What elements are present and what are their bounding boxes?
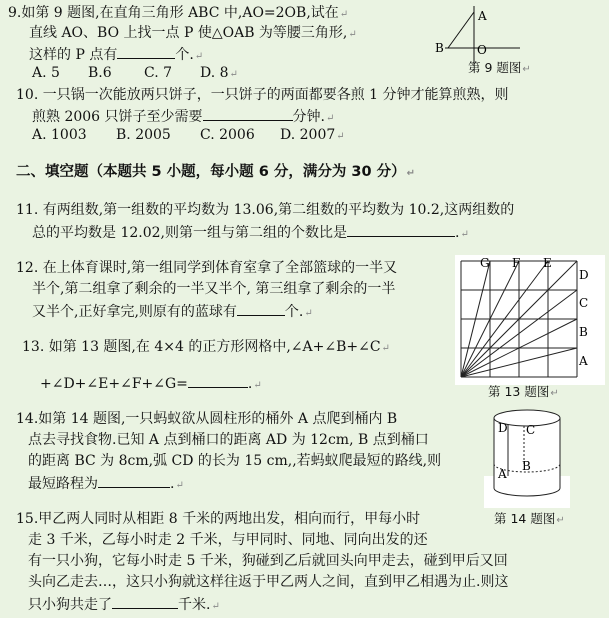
return-mark: ↵ bbox=[175, 480, 184, 491]
q9-label-a: A bbox=[478, 9, 487, 23]
q14-line2-text: 点去寻找食物.已知 A 点到桶口的距离 AD 为 12cm, B 点到桶口 bbox=[28, 432, 429, 448]
q9-line3 bbox=[29, 44, 203, 66]
q10-line2-after: 分钟. bbox=[292, 109, 325, 125]
return-mark: ↵ bbox=[194, 51, 204, 62]
q9-line3-before: 这样的 P 点有 bbox=[29, 47, 118, 63]
q12-line3-before: 又半个,正好拿完,则原有的蓝球有 bbox=[32, 304, 237, 320]
return-mark: ↵ bbox=[460, 229, 469, 240]
q9-answer-blank[interactable] bbox=[117, 44, 175, 59]
q12-line2 bbox=[32, 280, 395, 299]
q15-line2 bbox=[28, 531, 428, 550]
q13-figure bbox=[455, 255, 605, 385]
q11-line2-before: 总的平均数是 12.02,则第一组与第二组的个数比是 bbox=[32, 225, 347, 241]
q11-line1-text: 11. 有两组数,第一组数的平均数为 13.06,第二组数的平均数为 10.2,这两组数的 bbox=[16, 202, 515, 218]
q13-label-e: E bbox=[543, 256, 552, 270]
q13-line2 bbox=[40, 373, 262, 395]
q14-line4 bbox=[28, 473, 184, 495]
return-mark: ↵ bbox=[550, 388, 559, 399]
section2-title-text: 二、填空题（本题共 5 小题，每小题 6 分，满分为 30 分） bbox=[16, 164, 406, 180]
q14-line3-text: 的距离 BC 为 8cm,弧 CD 的长为 15 cm,,若蚂蚁爬最短的路线,则 bbox=[28, 453, 442, 469]
q9-line2-text: 直线 AO、BO 上找一点 P 使△OAB 为等腰三角形, bbox=[29, 25, 348, 41]
q11-answer-blank[interactable] bbox=[347, 222, 455, 237]
q14-line2 bbox=[28, 431, 429, 450]
q9-line-ab bbox=[448, 12, 474, 48]
return-mark: ↵ bbox=[253, 380, 262, 391]
q11-line1 bbox=[16, 201, 514, 220]
q9-line1 bbox=[8, 4, 348, 24]
q13-line1 bbox=[22, 338, 390, 358]
q13-label-c: C bbox=[579, 296, 589, 310]
q14-label-c: C bbox=[526, 423, 536, 437]
q9-figure-caption bbox=[468, 58, 531, 76]
q14-label-d: D bbox=[498, 421, 508, 435]
q12-line2-text: 半个,第二组拿了剩余的一半又半个, 第三组拿了剩余的一半 bbox=[32, 281, 396, 297]
q11-line2 bbox=[32, 222, 469, 244]
q10-answer-blank[interactable] bbox=[203, 106, 293, 121]
return-mark: ↵ bbox=[556, 515, 565, 526]
q9-caption-text: 第 9 题图 bbox=[468, 60, 522, 75]
q9-label-o: O bbox=[477, 43, 487, 57]
q13-label-a: A bbox=[579, 354, 588, 368]
q15-line4-text: 头向乙走去…，这只小狗就这样往返于甲乙两人之间，直到甲乙相遇为止.则这 bbox=[28, 574, 509, 590]
q15-line2-text: 走 3 千米，乙每小时走 2 千米，与甲同时、同地、同向出发的还 bbox=[28, 532, 428, 548]
q10-option-b[interactable]: B. 2005 bbox=[116, 127, 171, 143]
q9-options bbox=[32, 64, 238, 84]
q15-line5 bbox=[28, 594, 220, 616]
q14-line3 bbox=[28, 452, 441, 471]
return-mark: ↵ bbox=[522, 64, 531, 75]
q13-line1-text: 13. 如第 13 题图,在 4×4 的正方形网格中,∠A+∠B+∠C bbox=[22, 339, 381, 355]
q14-line1 bbox=[16, 410, 397, 429]
return-mark: ↵ bbox=[211, 601, 220, 612]
q14-label-a: A bbox=[498, 467, 507, 481]
q9-option-a[interactable]: A. 5 bbox=[32, 65, 60, 81]
q10-option-c[interactable]: C. 2006 bbox=[200, 127, 255, 143]
section2-title bbox=[16, 163, 415, 183]
q13-figure-caption bbox=[488, 382, 559, 400]
q9-line1-text: 9.如第 9 题图,在直角三角形 ABC 中,AO=2OB,试在 bbox=[8, 5, 339, 21]
q15-answer-blank[interactable] bbox=[112, 594, 178, 609]
q13-answer-blank[interactable] bbox=[188, 373, 248, 388]
q15-line5-before: 只小狗共走了 bbox=[28, 597, 112, 613]
return-mark: ↵ bbox=[406, 168, 416, 179]
q15-line1-text: 15.甲乙两人同时从相距 8 千米的两地出发，相向而行，甲每小时 bbox=[16, 511, 421, 527]
q15-line1 bbox=[16, 510, 420, 529]
q13-label-f: F bbox=[512, 256, 521, 270]
q13-line2-before: +∠D+∠E+∠F+∠G= bbox=[40, 376, 188, 392]
q13-label-d: D bbox=[579, 268, 589, 282]
q14-answer-blank[interactable] bbox=[98, 473, 170, 488]
q10-options bbox=[32, 126, 345, 146]
q14-figure-caption bbox=[494, 509, 565, 527]
q13-caption-text: 第 13 题图 bbox=[488, 384, 550, 399]
q9-line2 bbox=[29, 24, 357, 44]
q9-option-b[interactable]: B.6 bbox=[88, 65, 112, 81]
return-mark: ↵ bbox=[348, 29, 357, 40]
q14-caption-text: 第 14 题图 bbox=[494, 511, 556, 526]
q13-label-b: B bbox=[579, 325, 588, 339]
q9-option-d[interactable]: D. 8 bbox=[200, 65, 229, 81]
q15-line4 bbox=[28, 573, 508, 592]
q12-answer-blank[interactable] bbox=[237, 301, 285, 316]
q12-line1-text: 12. 在上体育课时,第一组同学到体育室拿了全部篮球的一半又 bbox=[16, 260, 398, 276]
q12-line1 bbox=[16, 259, 397, 278]
q10-line2 bbox=[32, 106, 334, 128]
q11-line2-after: . bbox=[454, 225, 460, 241]
q10-line2-before: 煎熟 2006 只饼子至少需要 bbox=[32, 109, 203, 125]
return-mark: ↵ bbox=[304, 308, 313, 319]
return-mark: ↵ bbox=[336, 131, 345, 142]
q10-option-a[interactable]: A. 1003 bbox=[32, 127, 87, 143]
q14-label-b: B bbox=[522, 459, 531, 473]
q9-line3-after: 个. bbox=[175, 47, 194, 63]
q12-line3 bbox=[32, 301, 313, 323]
q14-figure bbox=[484, 402, 570, 508]
q15-line5-after: 千米. bbox=[178, 597, 211, 613]
q14-line4-after: . bbox=[170, 476, 175, 492]
q13-line2-after: . bbox=[247, 376, 253, 392]
q14-line4-before: 最短路程为 bbox=[28, 476, 98, 492]
q12-line3-after: 个. bbox=[284, 304, 304, 320]
q10-option-d[interactable]: D. 2007 bbox=[280, 127, 336, 143]
q10-line1 bbox=[16, 86, 509, 105]
return-mark: ↵ bbox=[339, 9, 349, 20]
q9-option-c[interactable]: C. 7 bbox=[144, 65, 173, 81]
return-mark: ↵ bbox=[325, 113, 335, 124]
return-mark: ↵ bbox=[229, 69, 238, 80]
q9-label-b: B bbox=[435, 41, 444, 55]
q14-line1-text: 14.如第 14 题图,一只蚂蚁欲从圆柱形的桶外 A 点爬到桶内 B bbox=[16, 411, 398, 427]
q13-label-g: G bbox=[480, 256, 490, 270]
q15-line3 bbox=[28, 552, 508, 571]
return-mark: ↵ bbox=[381, 343, 390, 354]
q10-line1-text: 10. 一只锅一次能放两只饼子，一只饼子的两面都要各煎 1 分钟才能算煎熟，则 bbox=[16, 87, 509, 103]
q15-line3-text: 有一只小狗，它每小时走 5 千米，狗碰到乙后就回头向甲走去，碰到甲后又回 bbox=[28, 553, 508, 569]
